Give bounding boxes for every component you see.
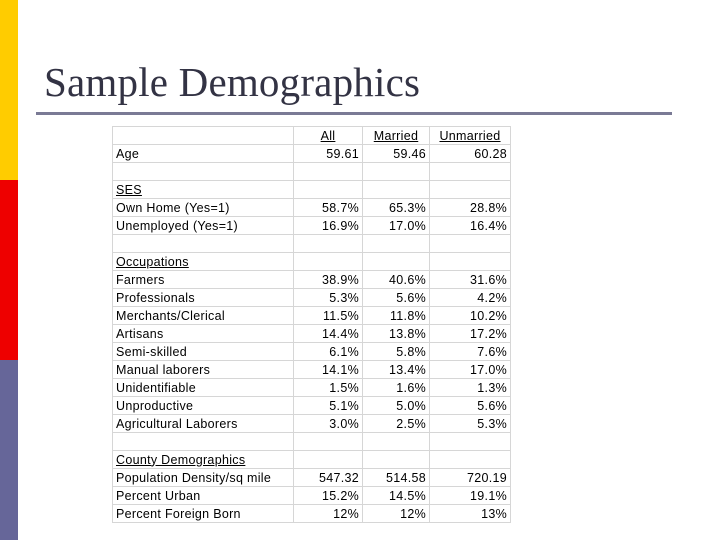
- row-label: Artisans: [113, 325, 294, 343]
- section-title: County Demographics: [116, 452, 246, 467]
- row-label: Unidentifiable: [113, 379, 294, 397]
- table-row: [113, 289, 511, 307]
- empty-cell: [363, 451, 430, 469]
- empty-cell: [430, 235, 511, 253]
- value-cell: 12%: [363, 505, 430, 523]
- value-cell: 2.5%: [363, 415, 430, 433]
- value-cell: 40.6%: [363, 271, 430, 289]
- empty-cell: [430, 253, 511, 271]
- row-label: Population Density/sq mile: [113, 469, 294, 487]
- value-cell: 5.0%: [363, 397, 430, 415]
- value-cell: 6.1%: [294, 343, 363, 361]
- table-row: [113, 307, 511, 325]
- empty-cell: [113, 235, 294, 253]
- value-cell: 17.0%: [363, 217, 430, 235]
- row-label: Percent Foreign Born: [113, 505, 294, 523]
- table-row: [113, 199, 511, 217]
- empty-cell: [294, 433, 363, 451]
- row-label: Merchants/Clerical: [113, 307, 294, 325]
- value-cell: 7.6%: [430, 343, 511, 361]
- value-cell: 5.6%: [363, 289, 430, 307]
- row-label: Farmers: [113, 271, 294, 289]
- value-cell: 31.6%: [430, 271, 511, 289]
- table-row: [113, 325, 511, 343]
- empty-cell: [430, 451, 511, 469]
- column-header: [363, 127, 430, 145]
- empty-cell: [294, 163, 363, 181]
- header-row: [113, 127, 511, 145]
- table-row: [113, 217, 511, 235]
- spacer-row: [113, 235, 511, 253]
- value-cell: 11.5%: [294, 307, 363, 325]
- column-header-label: Married: [373, 128, 419, 143]
- value-cell: 1.6%: [363, 379, 430, 397]
- value-cell: 720.19: [430, 469, 511, 487]
- empty-cell: [113, 433, 294, 451]
- row-label: Agricultural Laborers: [113, 415, 294, 433]
- value-cell: 19.1%: [430, 487, 511, 505]
- empty-cell: [363, 433, 430, 451]
- value-cell: 16.4%: [430, 217, 511, 235]
- value-cell: 13%: [430, 505, 511, 523]
- empty-cell: [363, 163, 430, 181]
- empty-cell: [363, 181, 430, 199]
- empty-cell: [430, 181, 511, 199]
- demographics-table: [112, 126, 511, 523]
- value-cell: 14.1%: [294, 361, 363, 379]
- table-row: [113, 145, 511, 163]
- value-cell: 28.8%: [430, 199, 511, 217]
- value-cell: 1.3%: [430, 379, 511, 397]
- value-cell: 5.3%: [430, 415, 511, 433]
- row-label: Own Home (Yes=1): [113, 199, 294, 217]
- table-row: [113, 271, 511, 289]
- value-cell: 59.46: [363, 145, 430, 163]
- row-label: Age: [113, 145, 294, 163]
- section-title-row: [113, 451, 511, 469]
- empty-cell: [294, 181, 363, 199]
- table-row: [113, 343, 511, 361]
- value-cell: 1.5%: [294, 379, 363, 397]
- value-cell: 12%: [294, 505, 363, 523]
- section-title-cell: [113, 181, 294, 199]
- section-title-row: [113, 253, 511, 271]
- value-cell: 514.58: [363, 469, 430, 487]
- value-cell: 10.2%: [430, 307, 511, 325]
- table-row: [113, 415, 511, 433]
- value-cell: 14.5%: [363, 487, 430, 505]
- value-cell: 58.7%: [294, 199, 363, 217]
- spacer-row: [113, 433, 511, 451]
- value-cell: 15.2%: [294, 487, 363, 505]
- empty-cell: [294, 235, 363, 253]
- value-cell: 11.8%: [363, 307, 430, 325]
- accent-bar-purple: [0, 360, 18, 540]
- table-row: [113, 361, 511, 379]
- row-label: Unemployed (Yes=1): [113, 217, 294, 235]
- column-header: [294, 127, 363, 145]
- value-cell: 5.8%: [363, 343, 430, 361]
- value-cell: 14.4%: [294, 325, 363, 343]
- section-title-row: [113, 181, 511, 199]
- table-row: [113, 469, 511, 487]
- empty-cell: [363, 253, 430, 271]
- value-cell: 59.61: [294, 145, 363, 163]
- value-cell: 13.4%: [363, 361, 430, 379]
- value-cell: 5.1%: [294, 397, 363, 415]
- value-cell: 4.2%: [430, 289, 511, 307]
- value-cell: 5.3%: [294, 289, 363, 307]
- value-cell: 38.9%: [294, 271, 363, 289]
- value-cell: 5.6%: [430, 397, 511, 415]
- value-cell: 17.2%: [430, 325, 511, 343]
- column-header-label: Unmarried: [439, 128, 501, 143]
- column-header: [430, 127, 511, 145]
- table-row: [113, 379, 511, 397]
- row-label: Manual laborers: [113, 361, 294, 379]
- empty-cell: [363, 235, 430, 253]
- spacer-row: [113, 163, 511, 181]
- value-cell: 3.0%: [294, 415, 363, 433]
- section-title: SES: [116, 182, 142, 197]
- row-label: Unproductive: [113, 397, 294, 415]
- accent-bar-yellow: [0, 0, 18, 180]
- row-label: Percent Urban: [113, 487, 294, 505]
- table-row: [113, 397, 511, 415]
- value-cell: 13.8%: [363, 325, 430, 343]
- title-underline: [36, 112, 672, 115]
- empty-cell: [113, 127, 294, 145]
- row-label: Professionals: [113, 289, 294, 307]
- value-cell: 547.32: [294, 469, 363, 487]
- table-row: [113, 487, 511, 505]
- value-cell: 16.9%: [294, 217, 363, 235]
- section-title-cell: [113, 253, 294, 271]
- empty-cell: [430, 433, 511, 451]
- value-cell: 60.28: [430, 145, 511, 163]
- table-row: [113, 505, 511, 523]
- empty-cell: [113, 163, 294, 181]
- empty-cell: [294, 451, 363, 469]
- slide-title: Sample Demographics: [44, 59, 421, 105]
- empty-cell: [430, 163, 511, 181]
- row-label: Semi-skilled: [113, 343, 294, 361]
- accent-bar-red: [0, 180, 18, 360]
- column-header-label: All: [320, 128, 336, 143]
- section-title-cell: [113, 451, 294, 469]
- section-title: Occupations: [116, 254, 189, 269]
- value-cell: 17.0%: [430, 361, 511, 379]
- value-cell: 65.3%: [363, 199, 430, 217]
- empty-cell: [294, 253, 363, 271]
